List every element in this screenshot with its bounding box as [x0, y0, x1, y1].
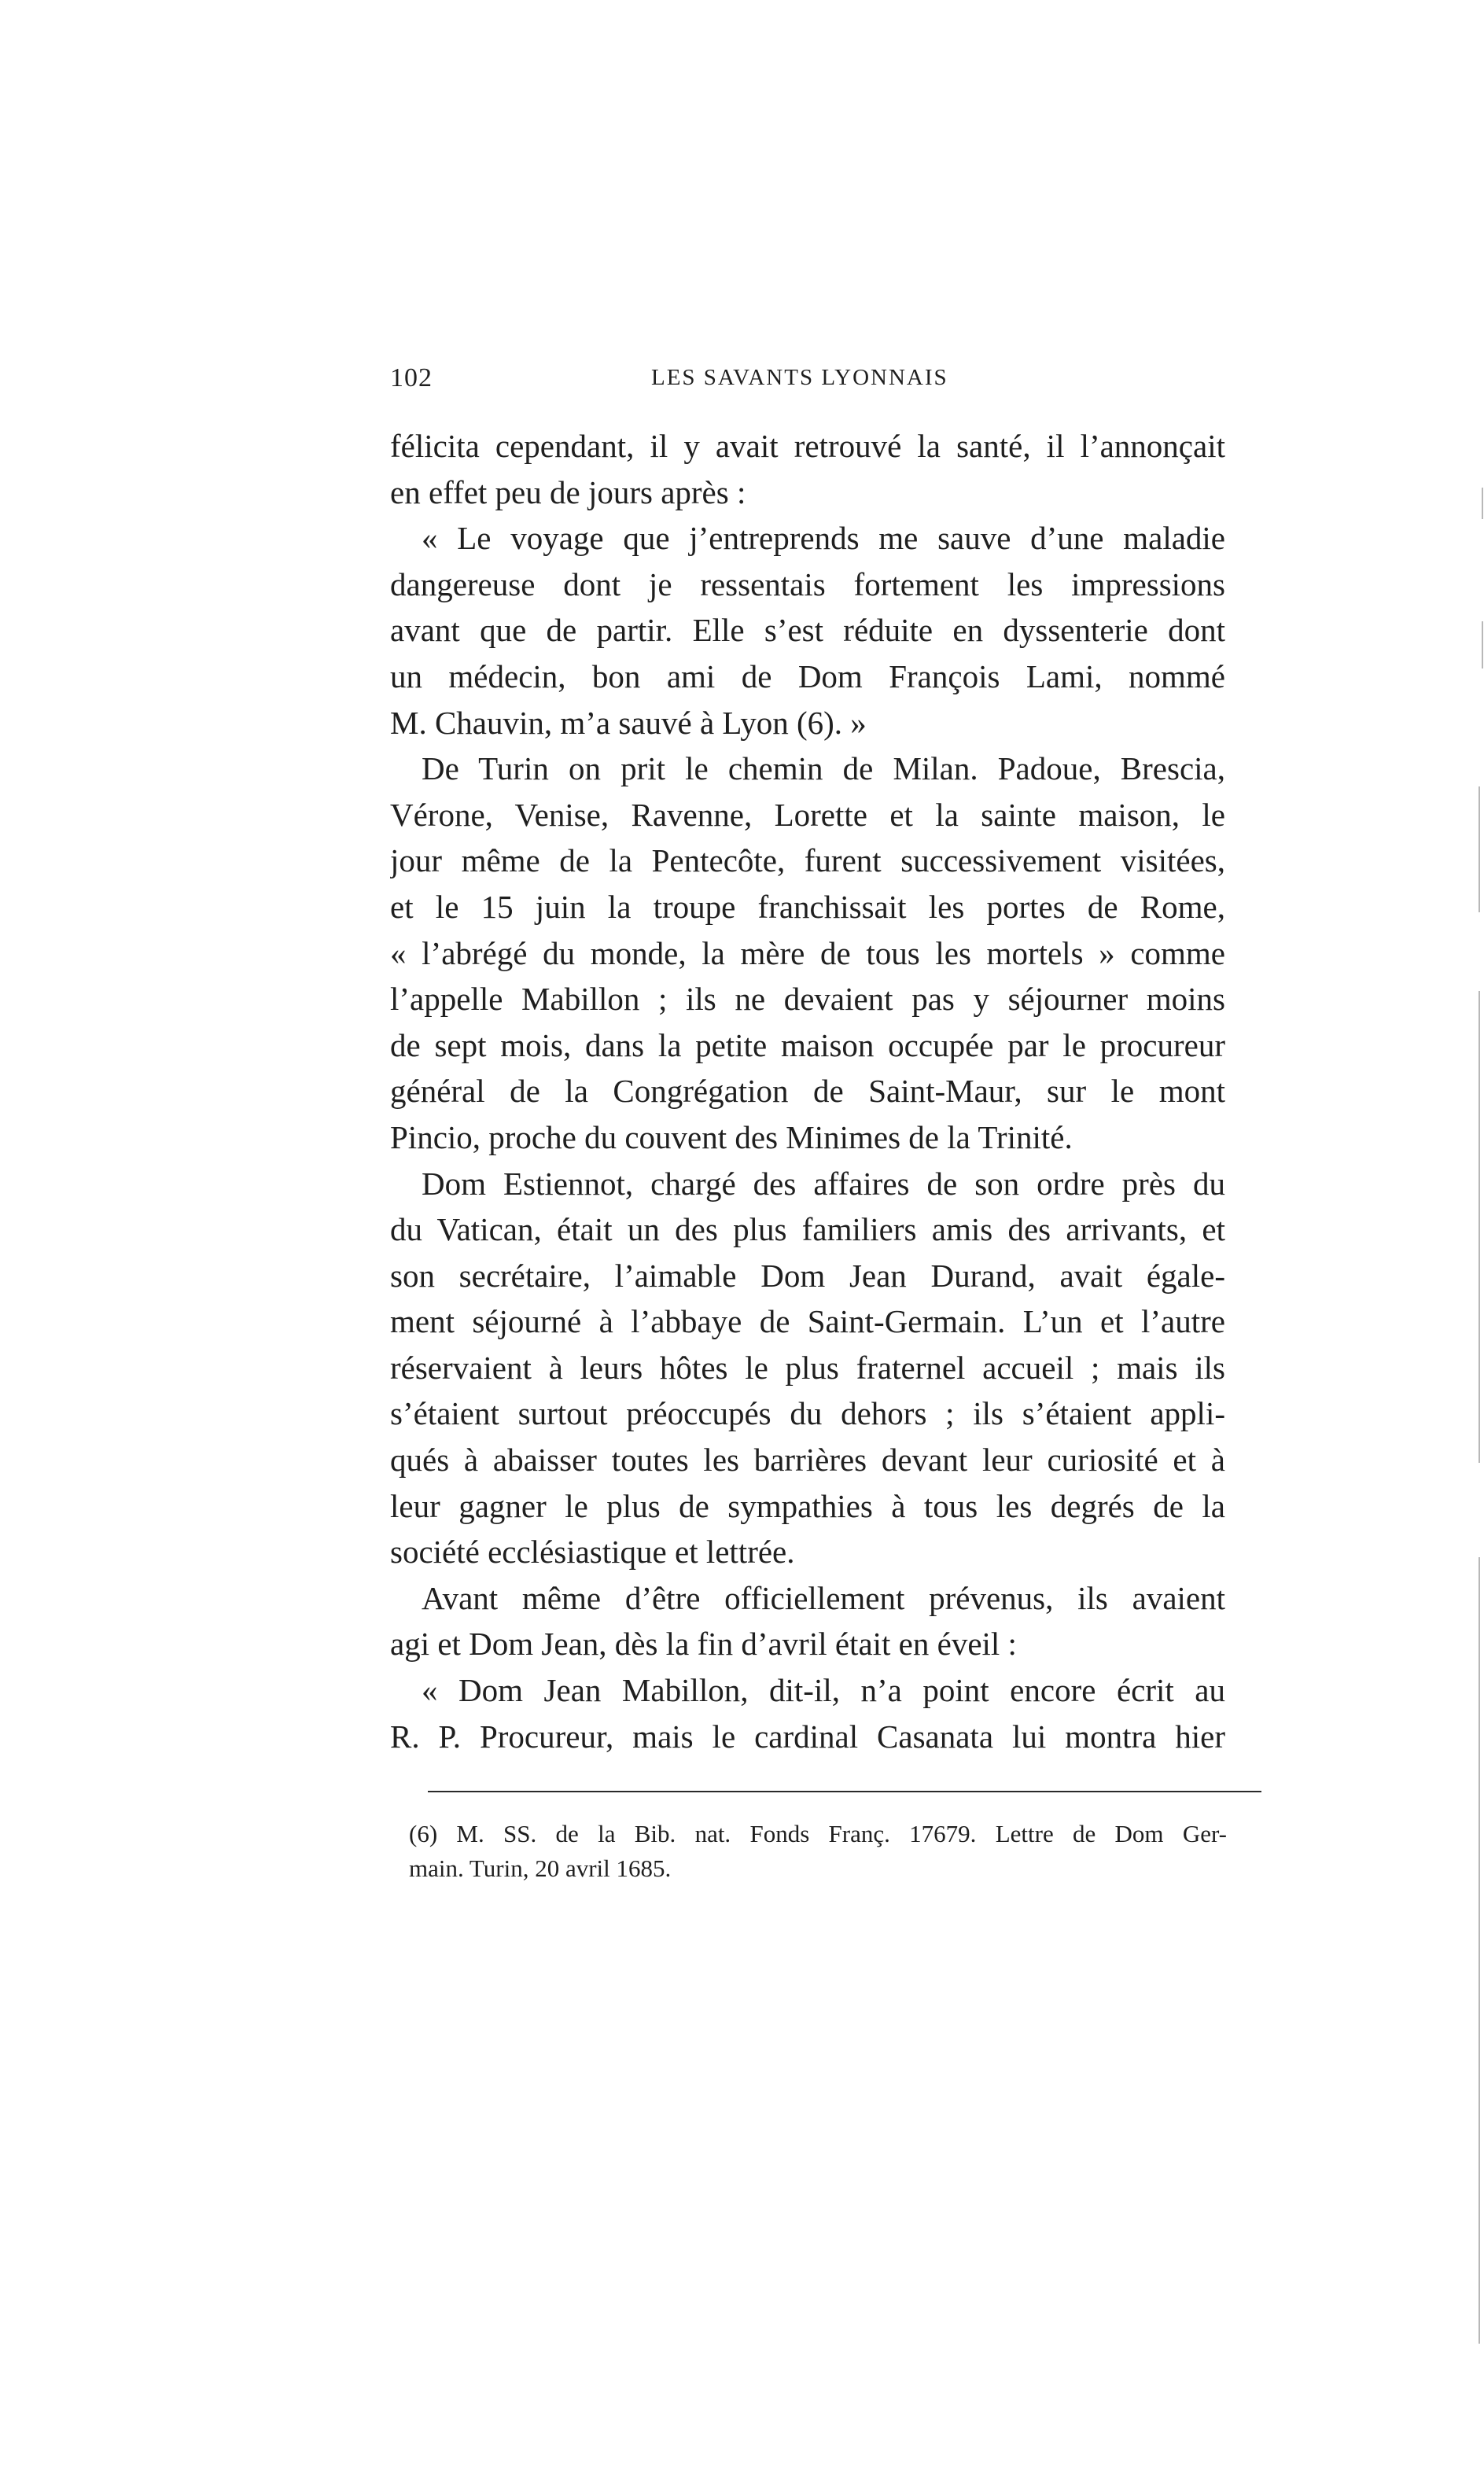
text-line: s’étaient surtout préoccupés du dehors ; ils s’étaient appli-: [390, 1395, 1225, 1432]
text-line: Pincio, proche du couvent des Minimes de la Trinité.: [390, 1118, 1073, 1155]
text-line: avant que de partir. Elle s’est réduite en dyssenterie dont: [390, 612, 1225, 649]
running-head: [390, 363, 1225, 403]
footnote-rule: [428, 1791, 1261, 1792]
text-line: leur gagner le plus de sympathies à tous les degrés de la: [390, 1487, 1225, 1524]
footnote: [409, 1817, 1227, 1886]
text-line: et le 15 juin la troupe franchissait les portes de Rome,: [390, 888, 1225, 925]
text-line: réservaient à leurs hôtes le plus fraternel accueil ; mais ils: [390, 1349, 1225, 1386]
text-line: général de la Congrégation de Saint-Maur, sur le mont: [390, 1073, 1225, 1110]
text-line: en effet peu de jours après :: [390, 473, 746, 510]
text-line: Dom Estiennot, chargé des affaires de son ordre près du: [422, 1165, 1225, 1202]
scan-mark: [1478, 991, 1480, 1463]
page-number: 102: [390, 363, 433, 392]
text-line: société ecclésiastique et lettrée.: [390, 1534, 795, 1571]
scan-mark: [1478, 1557, 1480, 2344]
scan-mark: [1482, 488, 1483, 519]
text-line: dangereuse dont je ressentais fortement les impressions: [390, 565, 1225, 602]
text-line: agi et Dom Jean, dès la fin d’avril était en éveil :: [390, 1626, 1017, 1663]
footnote-line: (6) M. SS. de la Bib. nat. Fonds Franç. 17679. Lettre de Dom Ger-: [409, 1820, 1227, 1847]
text-line: un médecin, bon ami de Dom François Lami, nommé: [390, 657, 1225, 694]
body-text: [390, 423, 1225, 1759]
text-line: « Le voyage que j’entreprends me sauve d’une maladie: [422, 520, 1225, 557]
text-line: Avant même d’être officiellement prévenus, ils avaient: [422, 1579, 1225, 1616]
text-line: Vérone, Venise, Ravenne, Lorette et la sainte maison, le: [390, 796, 1225, 833]
text-line: son secrétaire, l’aimable Dom Jean Durand, avait égale-: [390, 1257, 1225, 1294]
text-line: de sept mois, dans la petite maison occupée par le procureur: [390, 1026, 1225, 1063]
scan-mark: [1478, 786, 1480, 912]
scan-mark: [1482, 621, 1483, 668]
text-line: qués à abaisser toutes les barrières devant leur curiosité et à: [390, 1442, 1225, 1479]
text-line: l’appelle Mabillon ; ils ne devaient pas y séjourner moins: [390, 981, 1225, 1018]
text-line: M. Chauvin, m’a sauvé à Lyon (6). »: [390, 704, 867, 741]
running-title: LES SAVANTS LYONNAIS: [651, 365, 948, 390]
text-line: félicita cependant, il y avait retrouvé la santé, il l’annonçait: [390, 428, 1225, 464]
text-line: De Turin on prit le chemin de Milan. Padoue, Brescia,: [422, 750, 1225, 787]
text-line: « l’abrégé du monde, la mère de tous les mortels » comme: [390, 934, 1225, 971]
text-line: « Dom Jean Mabillon, dit-il, n’a point encore écrit au: [422, 1672, 1225, 1709]
footnote-line: main. Turin, 20 avril 1685.: [409, 1854, 672, 1882]
text-line: ment séjourné à l’abbaye de Saint-Germain. L’un et l’autre: [390, 1303, 1225, 1340]
text-line: du Vatican, était un des plus familiers amis des arrivants, et: [390, 1211, 1225, 1248]
text-line: jour même de la Pentecôte, furent successivement visitées,: [390, 842, 1225, 879]
text-line: R. P. Procureur, mais le cardinal Casanata lui montra hier: [390, 1718, 1225, 1755]
